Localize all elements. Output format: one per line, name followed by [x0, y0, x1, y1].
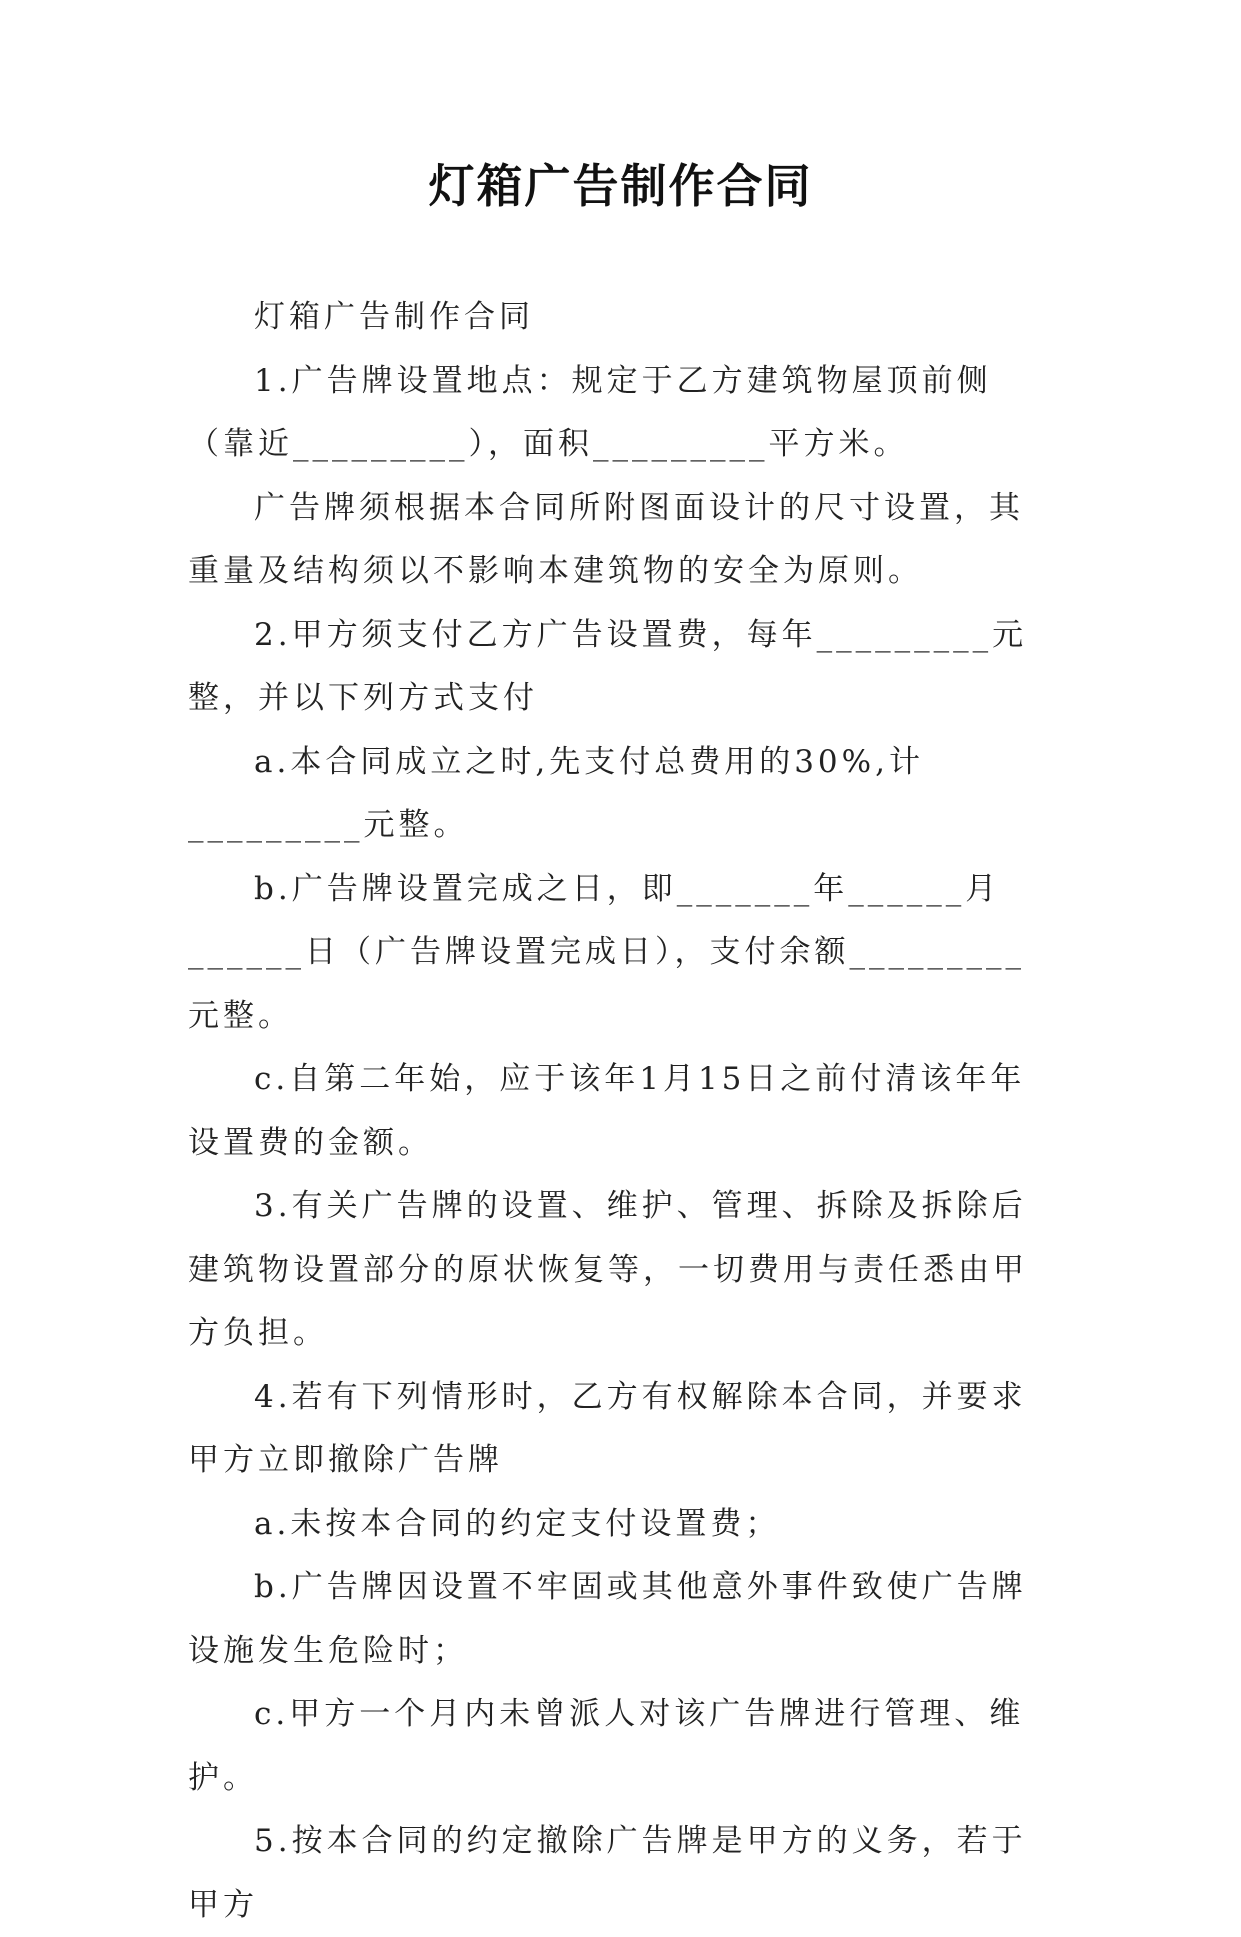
document-title: 灯箱广告制作合同 [428, 159, 813, 213]
paragraph: a.本合同成立之时,先支付总费用的30%,计_________元整。 [188, 743, 924, 843]
paragraph: 4.若有下列情形时，乙方有权解除本合同，并要求甲方立即撤除广告牌 [188, 1378, 1027, 1478]
paragraph: c.自第二年始，应于该年1月15日之前付清该年年设置费的金额。 [188, 1061, 1026, 1161]
paragraph: 1.广告牌设置地点：规定于乙方建筑物屋顶前侧（靠近_________），面积_________平方米。 [188, 362, 992, 462]
paragraph: c.甲方一个月内未曾派人对该广告牌进行管理、维护。 [188, 1696, 1025, 1796]
paragraph: b.广告牌因设置不牢固或其他意外事件致使广告牌设施发生危险时； [188, 1569, 1027, 1669]
paragraph: 2.甲方须支付乙方广告设置费，每年_________元整，并以下列方式支付 [188, 616, 1028, 716]
paragraph: b.广告牌设置完成之日，即_______年______月______日（广告牌设置完成日），支付余额_________元整。 [188, 870, 1025, 1034]
document-body [188, 286, 1058, 1937]
paragraph: 广告牌须根据本合同所附图面设计的尺寸设置，其重量及结构须以不影响本建筑物的安全为原则。 [188, 489, 1024, 589]
paragraph: a.未按本合同的约定支付设置费； [254, 1505, 781, 1542]
paragraph: 3.有关广告牌的设置、维护、管理、拆除及拆除后建筑物设置部分的原状恢复等，一切费用与责任悉由甲方负担。 [188, 1188, 1028, 1351]
paragraph: 5.按本合同的约定撤除广告牌是甲方的义务，若于甲方 [188, 1823, 1027, 1923]
paragraph: 灯箱广告制作合同 [254, 299, 534, 335]
